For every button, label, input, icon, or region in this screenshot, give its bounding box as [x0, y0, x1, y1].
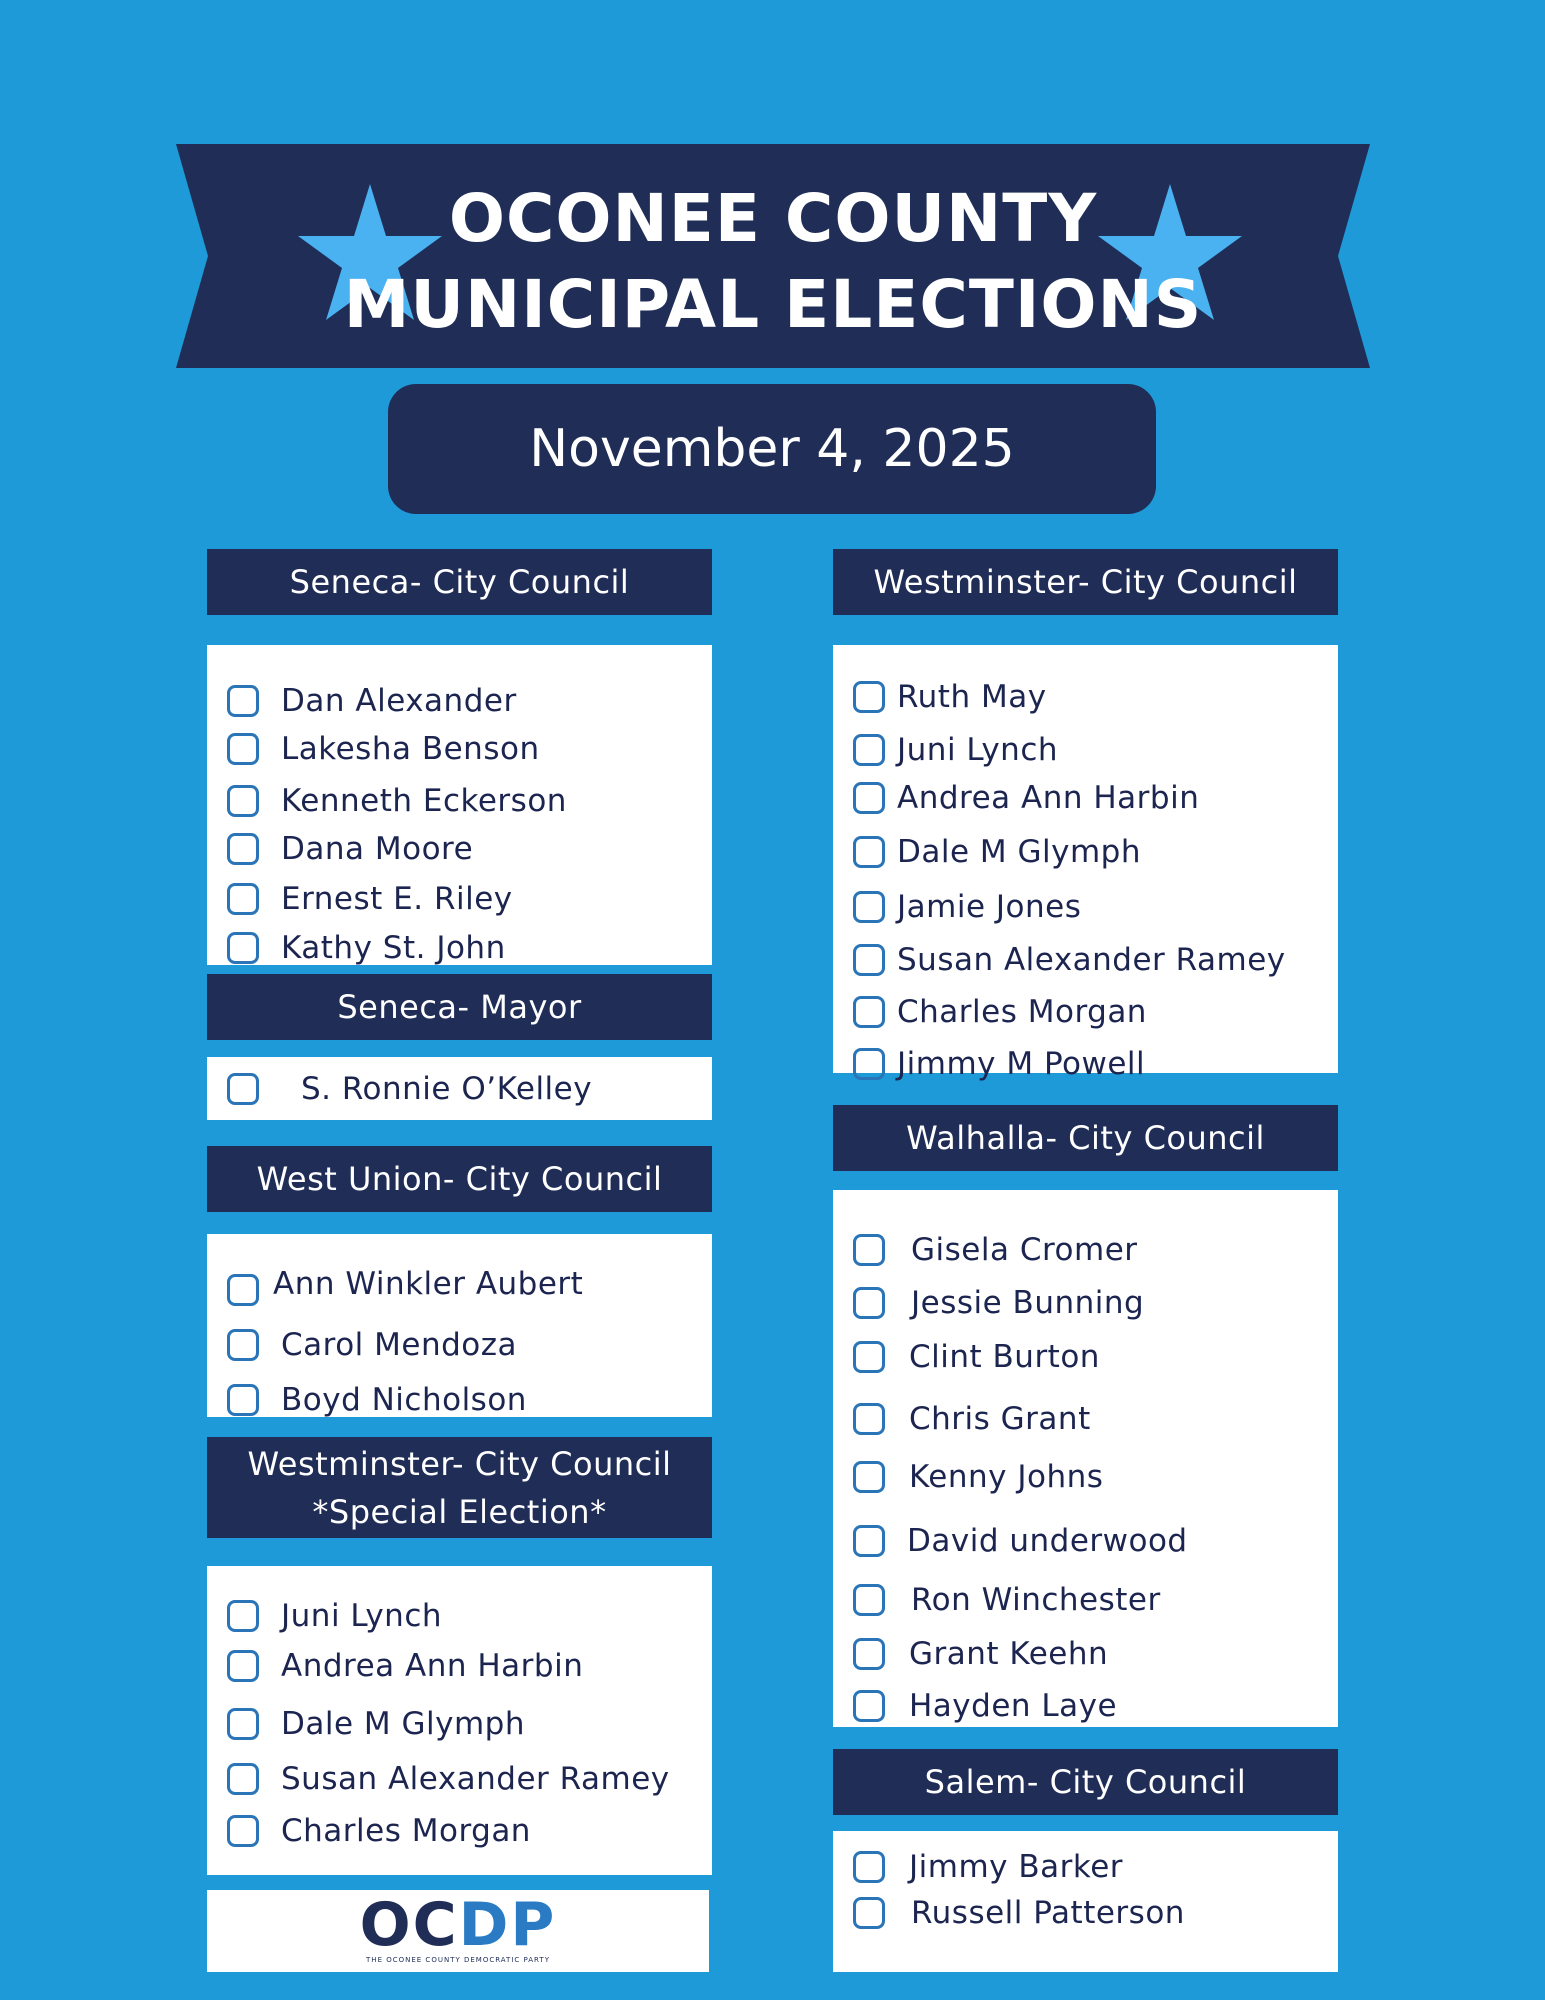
list-item[interactable]: Ruth May — [853, 675, 1047, 719]
checkbox[interactable] — [853, 1341, 885, 1373]
section-header-salem-council: Salem- City Council — [833, 1749, 1338, 1815]
checkbox[interactable] — [227, 1274, 259, 1306]
list-item[interactable]: S. Ronnie O’Kelley — [227, 1067, 592, 1111]
list-item[interactable]: Dana Moore — [227, 827, 473, 871]
section-header-walhalla-council: Walhalla- City Council — [833, 1105, 1338, 1171]
list-item[interactable]: Jessie Bunning — [853, 1281, 1144, 1325]
checkbox[interactable] — [853, 1851, 885, 1883]
list-item[interactable]: Andrea Ann Harbin — [227, 1644, 583, 1688]
checkbox[interactable] — [853, 681, 885, 713]
list-item[interactable]: Jamie Jones — [853, 885, 1081, 929]
list-item[interactable]: Carol Mendoza — [227, 1323, 517, 1367]
panel-west-union-council — [207, 1234, 712, 1417]
section-header-westminster-council: Westminster- City Council — [833, 549, 1338, 615]
checkbox[interactable] — [227, 785, 259, 817]
checkbox[interactable] — [227, 1600, 259, 1632]
checkbox[interactable] — [227, 1329, 259, 1361]
checkbox[interactable] — [227, 733, 259, 765]
checkbox[interactable] — [853, 1048, 885, 1080]
checkbox[interactable] — [227, 833, 259, 865]
checkbox[interactable] — [227, 1763, 259, 1795]
section-header-seneca-mayor: Seneca- Mayor — [207, 974, 712, 1040]
election-date: November 4, 2025 — [388, 384, 1156, 514]
list-item[interactable]: Gisela Cromer — [853, 1228, 1138, 1272]
list-item[interactable]: Grant Keehn — [853, 1632, 1108, 1676]
checkbox[interactable] — [853, 782, 885, 814]
list-item[interactable]: Dale M Glymph — [227, 1702, 525, 1746]
checkbox[interactable] — [227, 932, 259, 964]
checkbox[interactable] — [853, 836, 885, 868]
checkbox[interactable] — [853, 944, 885, 976]
panel-seneca-mayor — [207, 1057, 712, 1120]
title-line-2: MUNICIPAL ELECTIONS — [343, 266, 1203, 343]
checkbox[interactable] — [227, 1073, 259, 1105]
logo-tagline: THE OCONEE COUNTY DEMOCRATIC PARTY — [366, 1956, 550, 1964]
list-item[interactable]: Lakesha Benson — [227, 727, 540, 771]
list-item[interactable]: Jimmy M Powell — [853, 1042, 1145, 1086]
checkbox[interactable] — [853, 1690, 885, 1722]
list-item[interactable]: Juni Lynch — [227, 1594, 442, 1638]
checkbox[interactable] — [227, 883, 259, 915]
panel-salem-council — [833, 1831, 1338, 1972]
checkbox[interactable] — [853, 1287, 885, 1319]
list-item[interactable]: Dan Alexander — [227, 679, 517, 723]
section-header-west-union-council: West Union- City Council — [207, 1146, 712, 1212]
section-subtitle: *Special Election* — [312, 1492, 607, 1531]
list-item[interactable]: Susan Alexander Ramey — [853, 938, 1286, 982]
list-item[interactable]: David underwood — [853, 1519, 1188, 1563]
checkbox[interactable] — [853, 734, 885, 766]
list-item[interactable]: Dale M Glymph — [853, 830, 1141, 874]
list-item[interactable]: Ann Winkler Aubert — [227, 1268, 583, 1312]
list-item[interactable]: Charles Morgan — [227, 1809, 531, 1853]
checkbox[interactable] — [853, 1403, 885, 1435]
title-banner — [176, 144, 1370, 368]
checkbox[interactable] — [853, 1461, 885, 1493]
list-item[interactable]: Ron Winchester — [853, 1578, 1161, 1622]
list-item[interactable]: Jimmy Barker — [853, 1845, 1123, 1889]
checkbox[interactable] — [853, 1638, 885, 1670]
panel-seneca-council — [207, 645, 712, 965]
panel-westminster-council — [833, 645, 1338, 1082]
section-title: Westminster- City Council — [247, 1444, 672, 1483]
checkbox[interactable] — [227, 1708, 259, 1740]
list-item[interactable]: Ernest E. Riley — [227, 877, 513, 921]
list-item[interactable]: Susan Alexander Ramey — [227, 1757, 670, 1801]
panel-westminster-special — [207, 1566, 712, 1875]
list-item[interactable]: Juni Lynch — [853, 728, 1058, 772]
list-item[interactable]: Charles Morgan — [853, 990, 1147, 1034]
section-header-seneca-council: Seneca- City Council — [207, 549, 712, 615]
section-header-westminster-special — [207, 1437, 712, 1538]
list-item[interactable]: Boyd Nicholson — [227, 1378, 527, 1422]
logo-wordmark: OCDP — [359, 1890, 557, 1960]
checkbox[interactable] — [853, 1525, 885, 1557]
checkbox[interactable] — [853, 1584, 885, 1616]
checkbox[interactable] — [853, 891, 885, 923]
list-item[interactable]: Clint Burton — [853, 1335, 1100, 1379]
checkbox[interactable] — [227, 1650, 259, 1682]
checkbox[interactable] — [853, 996, 885, 1028]
list-item[interactable]: Kenneth Eckerson — [227, 779, 567, 823]
ocdp-logo — [207, 1890, 709, 1972]
checkbox[interactable] — [853, 1234, 885, 1266]
list-item[interactable]: Russell Patterson — [853, 1891, 1185, 1935]
checkbox[interactable] — [227, 1815, 259, 1847]
list-item[interactable]: Hayden Laye — [853, 1684, 1117, 1728]
list-item[interactable]: Kenny Johns — [853, 1455, 1103, 1499]
panel-walhalla-council — [833, 1190, 1338, 1727]
list-item[interactable]: Chris Grant — [853, 1397, 1091, 1441]
checkbox[interactable] — [853, 1897, 885, 1929]
title-line-1: OCONEE COUNTY — [448, 180, 1098, 257]
checkbox[interactable] — [227, 685, 259, 717]
checkbox[interactable] — [227, 1384, 259, 1416]
list-item[interactable]: Kathy St. John — [227, 926, 506, 970]
list-item[interactable]: Andrea Ann Harbin — [853, 776, 1199, 820]
